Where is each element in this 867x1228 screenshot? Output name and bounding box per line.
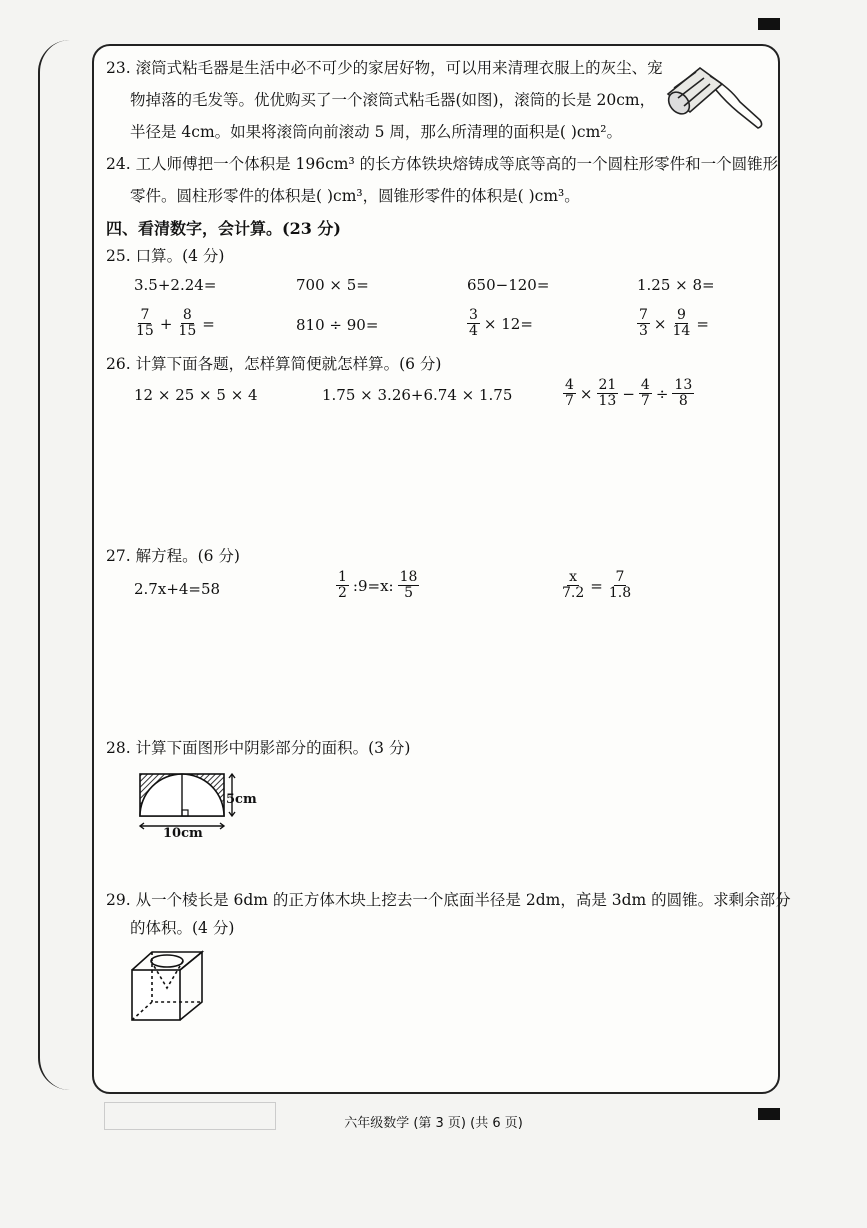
fraction: $\frac{8}{15}$	[178, 307, 197, 339]
q25-item-8: $\frac{7}{3}$ × $\frac{9}{14}$ =	[639, 307, 709, 339]
q25-item-7: $\frac{3}{4}$ × 12=	[469, 307, 533, 339]
width-label: 10cm	[163, 826, 203, 841]
fraction: $\frac{3}{4}$	[469, 307, 478, 339]
q29-line2: 的体积。(4 分)	[130, 919, 235, 937]
q26-title: 26. 计算下面各题，怎样算简便就怎样算。(6 分)	[106, 355, 442, 373]
q23-line1: 23. 滚筒式粘毛器是生活中必不可少的家居好物，可以用来清理衣服上的灰尘、宠	[106, 59, 663, 77]
q25-title: 25. 口算。(4 分)	[106, 247, 225, 265]
q25-item-2: 700 × 5=	[296, 276, 369, 294]
q25-item-3: 650−120=	[467, 276, 550, 294]
q24-line1: 24. 工人师傅把一个体积是 196cm³ 的长方体铁块熔铸成等底等高的一个圆柱形零件和一个圆锥形	[106, 155, 779, 173]
q26-expr-2: 1.75 × 3.26+6.74 × 1.75	[322, 386, 513, 404]
q27-title: 27. 解方程。(6 分)	[106, 547, 240, 565]
page-footer: 六年级数学 (第 3 页) (共 6 页)	[344, 1116, 523, 1131]
q27-equation-3: $\frac{x}{7.2}$ = $\frac{7}{1.8}$	[562, 569, 632, 601]
fraction: $\frac{7}{3}$	[639, 307, 648, 339]
q26-expr-1: 12 × 25 × 5 × 4	[134, 386, 258, 404]
q26-expr-3: $\frac{4}{7}$ × $\frac{21}{13}$ − $\frac{4}{7}$ ÷ $\frac{13}{8}$	[565, 377, 693, 409]
q23-line3: 半径是 4cm。如果将滚筒向前滚动 5 周，那么所清理的面积是( )cm²。	[130, 123, 622, 141]
q29-line1: 29. 从一个棱长是 6dm 的正方体木块上挖去一个底面半径是 2dm，高是 3dm 的圆锥。求剩余部分	[106, 891, 791, 909]
binding-line	[38, 40, 70, 1090]
q27-equation-2: $\frac{1}{2}$ :9=x: $\frac{18}{5}$	[338, 569, 418, 601]
q24-line2: 零件。圆柱形零件的体积是( )cm³，圆锥形零件的体积是( )cm³。	[130, 187, 580, 205]
section-4-heading: 四、看清数字，会计算。(23 分)	[106, 219, 341, 238]
height-label: 5cm	[226, 792, 257, 807]
q27-equation-1: 2.7x+4=58	[134, 580, 221, 598]
q25-item-5: $\frac{7}{15}$ + $\frac{8}{15}$ =	[136, 307, 215, 339]
corner-mark-top	[758, 18, 780, 30]
q28-title: 28. 计算下面图形中阴影部分的面积。(3 分)	[106, 739, 411, 757]
q23-line2: 物掉落的毛发等。优优购买了一个滚筒式粘毛器(如图)，滚筒的长是 20cm，	[130, 91, 656, 109]
fraction: $\frac{9}{14}$	[672, 307, 691, 339]
q25-item-4: 1.25 × 8=	[637, 276, 715, 294]
cube-with-cone-figure	[128, 948, 208, 1026]
lint-roller-image	[660, 58, 770, 134]
q25-item-6: 810 ÷ 90=	[296, 316, 379, 334]
fraction: $\frac{7}{15}$	[136, 307, 154, 339]
q25-item-1: 3.5+2.24=	[134, 276, 217, 294]
